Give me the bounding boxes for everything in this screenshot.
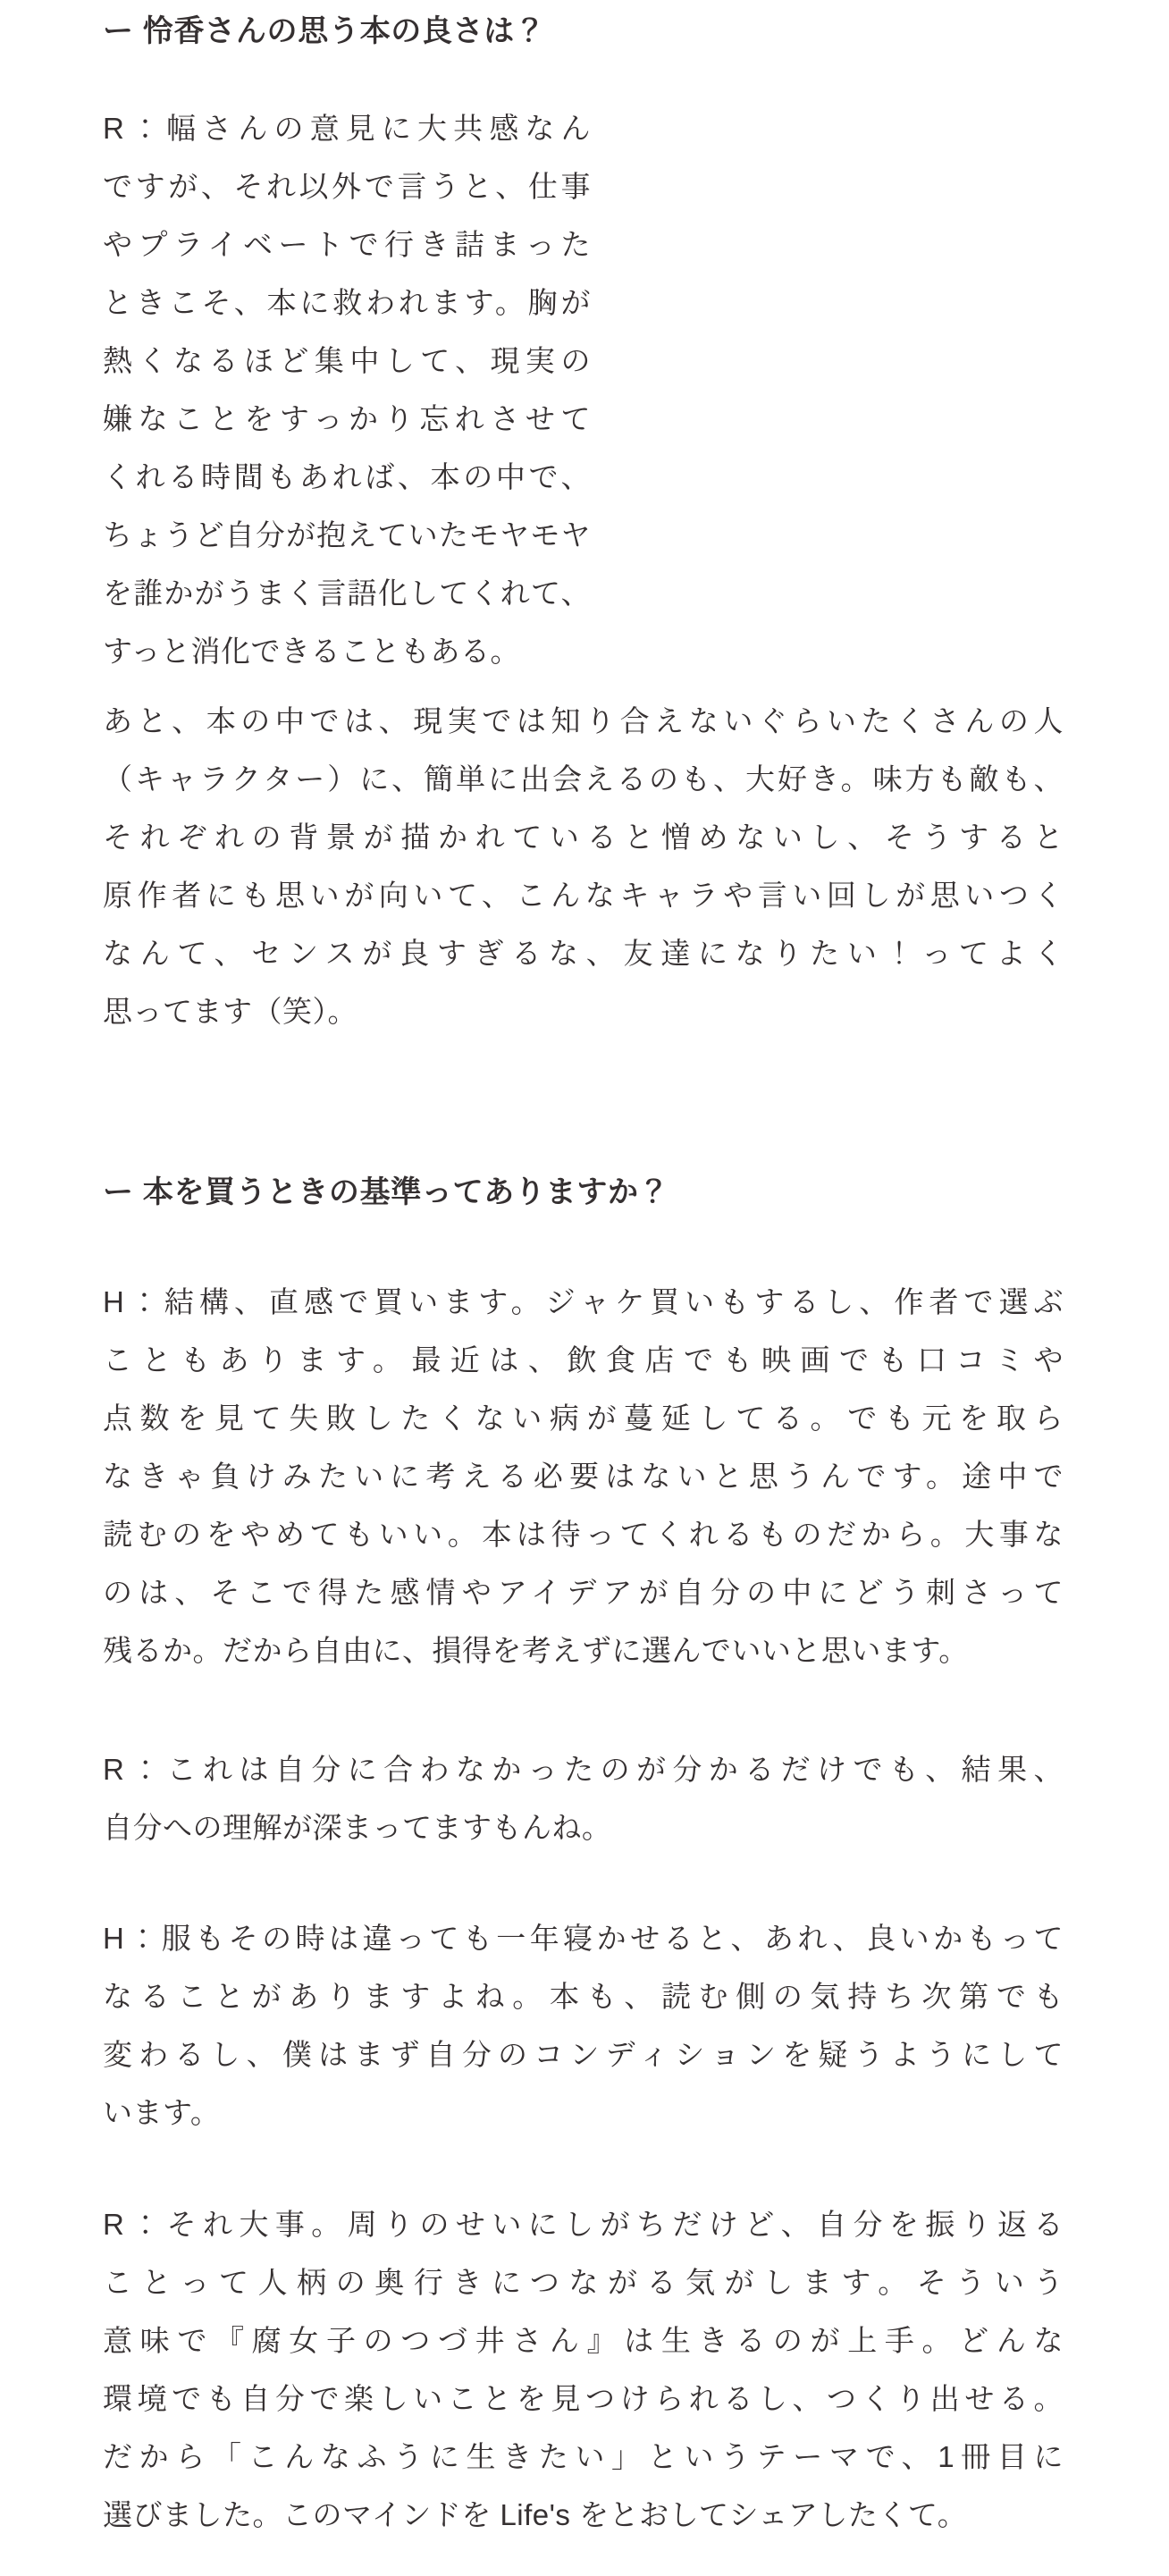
text-line: 点数を見て失敗したくない病が蔓延してる。でも元を取ら [103,1402,1064,1435]
question-heading-2: ー 本を買うときの基準ってありますか？ [103,1175,670,1209]
text-line: あと、本の中では、現実では知り合えないぐらいたくさんの人 [103,704,1064,737]
text-line: 原作者にも思いが向いて、こんなキャラや言い回しが思いつく [103,879,1064,912]
text-line: すっと消化できることもある。 [103,635,520,668]
text-line: ことって人柄の奥行きにつながる気がします。そういう [103,2266,1064,2299]
text-line: 環境でも自分で楽しいことを見つけられるし、つくり出せる。 [103,2382,1064,2415]
answer-paragraph-h-2 [103,1909,1064,2142]
text-line: それぞれの背景が描かれていると憎めないし、そうすると [103,821,1064,854]
text-line: なんて、センスが良すぎるな、友達になりたい！ってよく [103,937,1064,970]
text-line: を誰かがうまく言語化してくれて、 [103,577,591,610]
text-line: ときこそ、本に救われます。胸が [103,286,591,319]
answer-paragraph-h-1 [103,1273,1064,1679]
text-line: H：結構、直感で買います。ジャケ買いもするし、作者で選ぶ [103,1285,1064,1318]
text-line: くれる時間もあれば、本の中で、 [103,460,591,493]
text-line: H：服もその時は違っても一年寝かせると、あれ、良いかもって [103,1922,1064,1955]
answer-paragraph-r-4 [103,2195,1064,2544]
text-line: 変わるし、僕はまず自分のコンディションを疑うようにして [103,2038,1064,2071]
text-line: やプライベートで行き詰まった [103,228,591,261]
text-line: のは、そこで得た感情やアイデアが自分の中にどう刺さって [103,1576,1064,1609]
text-line: 残るか。だから自由に、損得を考えずに選んでいいと思います。 [103,1634,969,1667]
text-line: なきゃ負けみたいに考える必要はないと思うんです。途中で [103,1460,1064,1493]
text-line: ちょうど自分が抱えていたモヤモヤ [103,518,591,551]
text-line: こともあります。最近は、飲食店でも映画でも口コミや [103,1343,1064,1376]
text-line: 思ってます（笑）。 [103,995,357,1028]
text-line: だから「こんなふうに生きたい」というテーマで、1冊目に [103,2440,1064,2473]
text-line: 読むのをやめてもいい。本は待ってくれるものだから。大事な [103,1518,1064,1551]
text-line: なることがありますよね。本も、読む側の気持ち次第でも [103,1980,1064,2013]
text-line: R：それ大事。周りのせいにしがちだけど、自分を振り返る [103,2208,1064,2241]
text-line: 意味で『腐女子のつづ井さん』は生きるのが上手。どんな [103,2324,1064,2357]
text-line: 選びました。このマインドを Life's をとおしてシェアしたくて。 [103,2498,968,2531]
text-line: 熱くなるほど集中して、現実の [103,344,591,377]
text-line: （キャラクター）に、簡単に出会えるのも、大好き。味方も敵も、 [103,762,1064,796]
text-line: 自分への理解が深まってますもんね。 [103,1811,612,1844]
answer-paragraph-r-3 [103,1740,1064,1856]
text-line: R：これは自分に合わなかったのが分かるだけでも、結果、 [103,1753,1064,1786]
text-line: R：幅さんの意見に大共感なん [103,112,591,145]
question-heading-1: ー 怜香さんの思う本の良さは？ [103,14,546,48]
answer-paragraph-r-1 [103,99,591,680]
answer-paragraph-r-2 [103,692,1064,1040]
text-line: 嫌なことをすっかり忘れさせて [103,402,591,435]
text-line: います。 [103,2096,221,2129]
text-line: ですが、それ以外で言うと、仕事 [103,170,591,203]
